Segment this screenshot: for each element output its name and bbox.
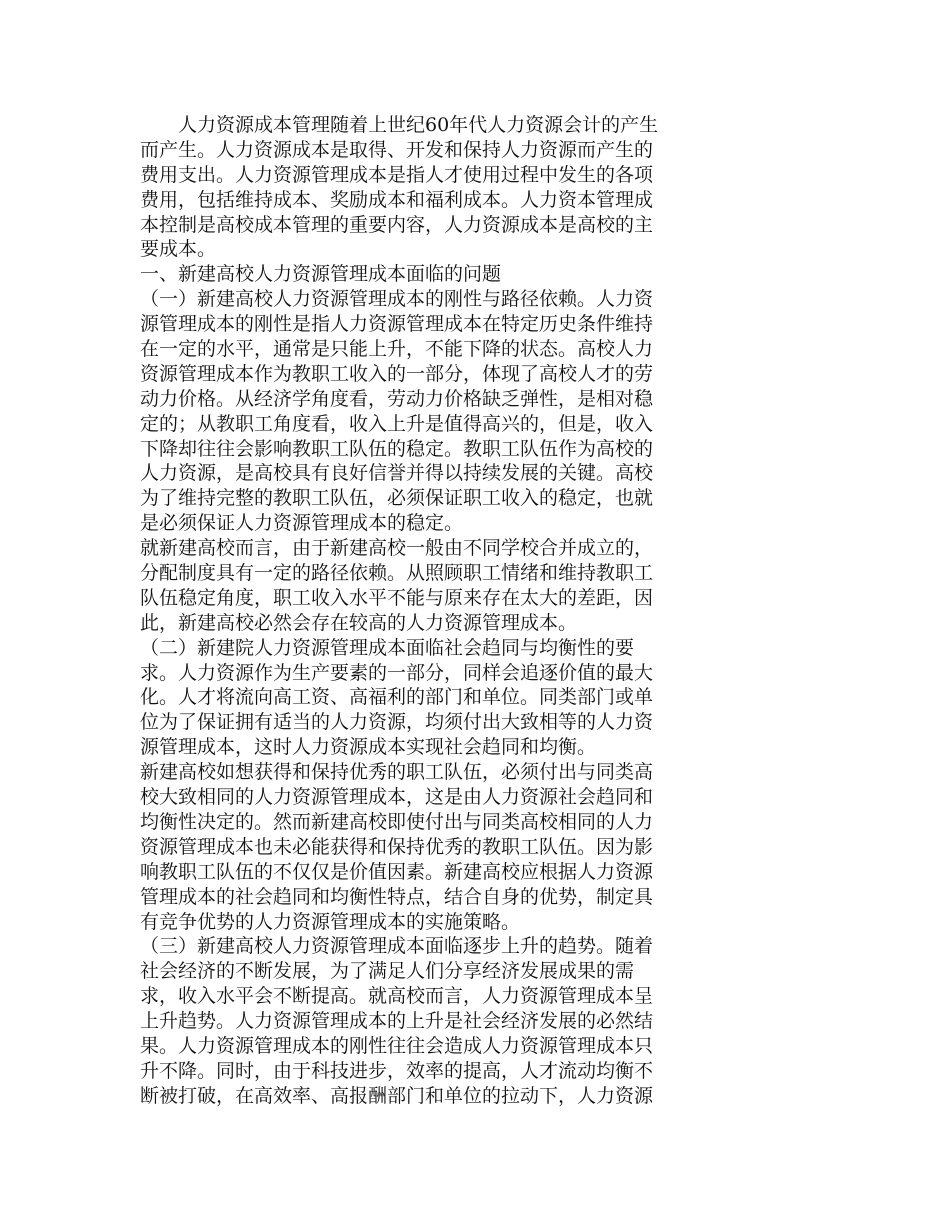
document-body bbox=[140, 113, 740, 1109]
text-line: 均衡性决定的。然而新建高校即使付出与同类高校相同的人力 bbox=[140, 810, 654, 833]
heading-text: 一、新建高校人力资源管理成本面临的问题 bbox=[140, 263, 502, 286]
text-line: 求，收入水平会不断提高。就高校而言，人力资源管理成本呈 bbox=[140, 985, 654, 1008]
text-line: 在一定的水平，通常是只能上升，不能下降的状态。高校人力 bbox=[140, 338, 654, 361]
text-line: 就新建高校而言，由于新建高校一般由不同学校合并成立的， bbox=[140, 537, 654, 560]
text-line: 源管理成本的刚性是指人力资源管理成本在特定历史条件维持 bbox=[140, 313, 654, 336]
text-line: 校大致相同的人力资源管理成本，这是由人力资源社会趋同和 bbox=[140, 786, 654, 809]
text-line: 费用，包括维持成本、奖励成本和福利成本。人力资本管理成 bbox=[140, 188, 654, 211]
text-line: 管理成本的社会趋同和均衡性特点，结合自身的优势，制定具 bbox=[140, 885, 654, 908]
text-line: 为了维持完整的教职工队伍，必须保证职工收入的稳定，也就 bbox=[140, 487, 654, 510]
text-line: 资源管理成本作为教职工收入的一部分，体现了高校人才的劳 bbox=[140, 362, 654, 385]
section-heading bbox=[140, 262, 740, 287]
text-line: 下降却往往会影响教职工队伍的稳定。教职工队伍作为高校的 bbox=[140, 437, 654, 460]
text-line: 源管理成本，这时人力资源成本实现社会趋同和均衡。 bbox=[140, 736, 597, 759]
text-line: 定的；从教职工角度看，收入上升是值得高兴的，但是，收入 bbox=[140, 412, 654, 435]
text-line: 化。人才将流向高工资、高福利的部门和单位。同类部门或单 bbox=[140, 686, 654, 709]
text-line: 分配制度具有一定的路径依赖。从照顾职工情绪和维持教职工 bbox=[140, 562, 654, 585]
text-line: 位为了保证拥有适当的人力资源，均须付出大致相等的人力资 bbox=[140, 711, 654, 734]
text-line: （三）新建高校人力资源管理成本面临逐步上升的趋势。随着 bbox=[140, 935, 654, 958]
text-line: 是必须保证人力资源管理成本的稳定。 bbox=[140, 512, 464, 535]
text-line: 而产生。人力资源成本是取得、开发和保持人力资源而产生的 bbox=[140, 138, 654, 161]
body-paragraph-convergence bbox=[140, 636, 740, 760]
text-line: 要成本。 bbox=[140, 238, 217, 261]
text-line: 队伍稳定角度，职工收入水平不能与原来存在太大的差距，因 bbox=[140, 586, 654, 609]
text-line: 此，新建高校必然会存在较高的人力资源管理成本。 bbox=[140, 611, 578, 634]
text-line: （一）新建高校人力资源管理成本的刚性与路径依赖。人力资 bbox=[140, 288, 654, 311]
text-line: 求。人力资源作为生产要素的一部分，同样会追逐价值的最大 bbox=[140, 661, 654, 684]
body-paragraph-strategy bbox=[140, 760, 740, 934]
text-line: 社会经济的不断发展，为了满足人们分享经济发展成果的需 bbox=[140, 960, 635, 983]
text-line: 资源管理成本也未必能获得和保持优秀的教职工队伍。因为影 bbox=[140, 835, 654, 858]
body-paragraph-path-dependence bbox=[140, 536, 740, 636]
text-line: 新建高校如想获得和保持优秀的职工队伍，必须付出与同类高 bbox=[140, 761, 654, 784]
text-line: 果。人力资源管理成本的刚性往往会造成人力资源管理成本只 bbox=[140, 1034, 654, 1057]
text-line: 动力价格。从经济学角度看，劳动力价格缺乏弹性，是相对稳 bbox=[140, 387, 654, 410]
text-line: 人力资源，是高校具有良好信誉并得以持续发展的关键。高校 bbox=[140, 462, 654, 485]
text-line: （二）新建院人力资源管理成本面临社会趋同与均衡性的要 bbox=[140, 636, 635, 659]
text-line: 费用支出。人力资源管理成本是指人才使用过程中发生的各项 bbox=[140, 163, 654, 186]
text-line: 有竞争优势的人力资源管理成本的实施策略。 bbox=[140, 910, 521, 933]
text-line: 人力资源成本管理随着上世纪60年代人力资源会计的产生 bbox=[178, 114, 659, 136]
text-line: 升不降。同时，由于科技进步，效率的提高，人才流动均衡不 bbox=[140, 1059, 654, 1082]
intro-paragraph bbox=[140, 113, 740, 262]
text-line: 断被打破，在高效率、高报酬部门和单位的拉动下，人力资源 bbox=[140, 1084, 654, 1107]
body-paragraph-rising-trend bbox=[140, 934, 740, 1108]
text-line: 本控制是高校成本管理的重要内容，人力资源成本是高校的主 bbox=[140, 213, 654, 236]
text-line: 上升趋势。人力资源管理成本的上升是社会经济发展的必然结 bbox=[140, 1010, 654, 1033]
body-paragraph-rigidity bbox=[140, 287, 740, 536]
text-line: 响教职工队伍的不仅仅是价值因素。新建高校应根据人力资源 bbox=[140, 860, 654, 883]
